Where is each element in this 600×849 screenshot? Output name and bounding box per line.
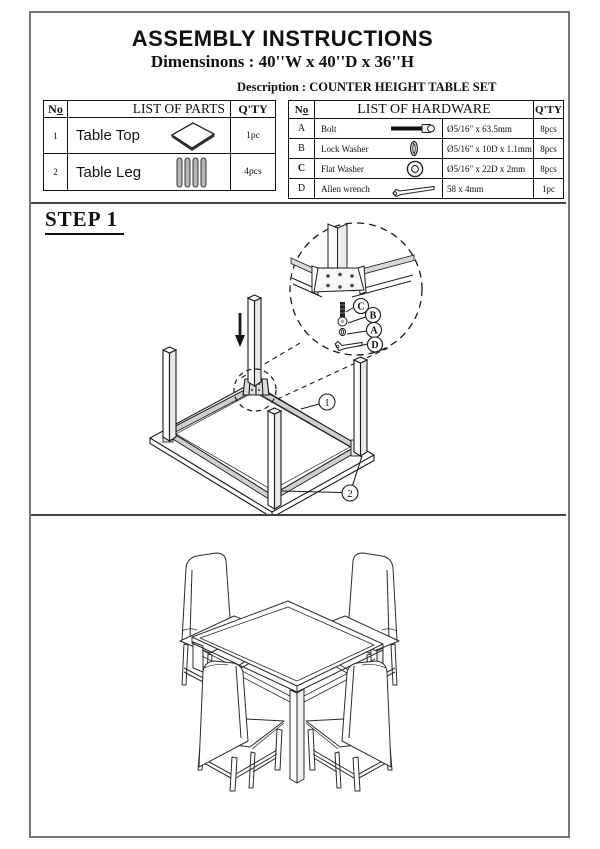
callout-label-1: 1 <box>324 397 330 409</box>
part-no: 2 <box>44 154 68 191</box>
parts-name-header: LIST OF PARTS <box>68 101 231 118</box>
hardware-size: Ø5/16" x 63.5mm <box>443 119 534 139</box>
hardware-name-header: LIST OF HARDWARE <box>315 101 534 119</box>
part-qty: 1pc <box>231 118 276 154</box>
step1-diagram <box>0 203 600 514</box>
table-row <box>289 179 564 199</box>
hardware-size: Ø5/16" x 10D x 1.1mm <box>443 139 534 159</box>
part-qty: 4pcs <box>231 154 276 191</box>
parts-no-header: No <box>44 101 68 118</box>
hardware-size: Ø5/16" x 22D x 2mm <box>443 159 534 179</box>
hardware-no-header: No <box>289 101 315 119</box>
hardware-name: Bolt <box>321 123 337 134</box>
callout-label-c: C <box>357 301 365 313</box>
hardware-no: D <box>289 179 315 199</box>
hardware-no: C <box>289 159 315 179</box>
lock-washer-icon <box>408 140 420 157</box>
flat-washer-icon <box>406 160 424 178</box>
table-row <box>44 118 276 154</box>
hardware-size: 58 x 4mm <box>443 179 534 199</box>
finished-set-illustration <box>0 516 600 837</box>
callout-label-d: D <box>371 340 379 351</box>
table-leg <box>354 357 367 456</box>
hardware-no: A <box>289 119 315 139</box>
bolt-icon <box>390 123 436 134</box>
table-leg <box>268 408 281 509</box>
chair-front-left <box>198 661 284 791</box>
table-leg <box>248 295 261 386</box>
table-row <box>289 119 564 139</box>
down-arrow <box>235 313 245 347</box>
table-row <box>289 139 564 159</box>
table-top-icon <box>170 121 216 151</box>
chair-front-right <box>306 661 392 791</box>
parts-table <box>43 100 276 191</box>
dimensions-line: Dimensinons : 40''W x 40''D x 36''H <box>150 52 415 71</box>
description-line: Description : COUNTER HEIGHT TABLE SET <box>237 80 497 94</box>
callout-label-2: 2 <box>347 488 353 500</box>
hardware-qty-header: Q'TY <box>534 101 564 119</box>
callout-label-a: A <box>370 325 378 337</box>
callout-label-b: B <box>369 310 377 322</box>
part-name: Table Top <box>76 127 140 144</box>
allen-wrench-icon <box>391 180 436 198</box>
hardware-qty: 1pc <box>534 179 564 199</box>
hardware-name: Lock Washer <box>321 143 369 154</box>
hardware-table <box>288 100 564 199</box>
part-no: 1 <box>44 118 68 154</box>
step1-label: STEP 1 <box>45 207 124 235</box>
hardware-qty: 8pcs <box>534 139 564 159</box>
washer-detail <box>340 328 346 335</box>
hardware-qty: 8pcs <box>534 159 564 179</box>
table-leg-icon <box>176 157 208 188</box>
allen-wrench-detail <box>335 342 362 351</box>
part-name: Table Leg <box>76 163 142 181</box>
table-row <box>44 154 276 191</box>
bolt-detail <box>338 302 347 326</box>
hardware-no: B <box>289 139 315 159</box>
hardware-name: Flat Washer <box>321 163 364 174</box>
parts-qty-header: Q'TY <box>231 101 276 118</box>
page-title: ASSEMBLY INSTRUCTIONS <box>131 26 434 51</box>
hardware-name: Allen wrench <box>321 183 370 194</box>
table-row <box>289 159 564 179</box>
table-leg <box>163 347 176 441</box>
hardware-qty: 8pcs <box>534 119 564 139</box>
